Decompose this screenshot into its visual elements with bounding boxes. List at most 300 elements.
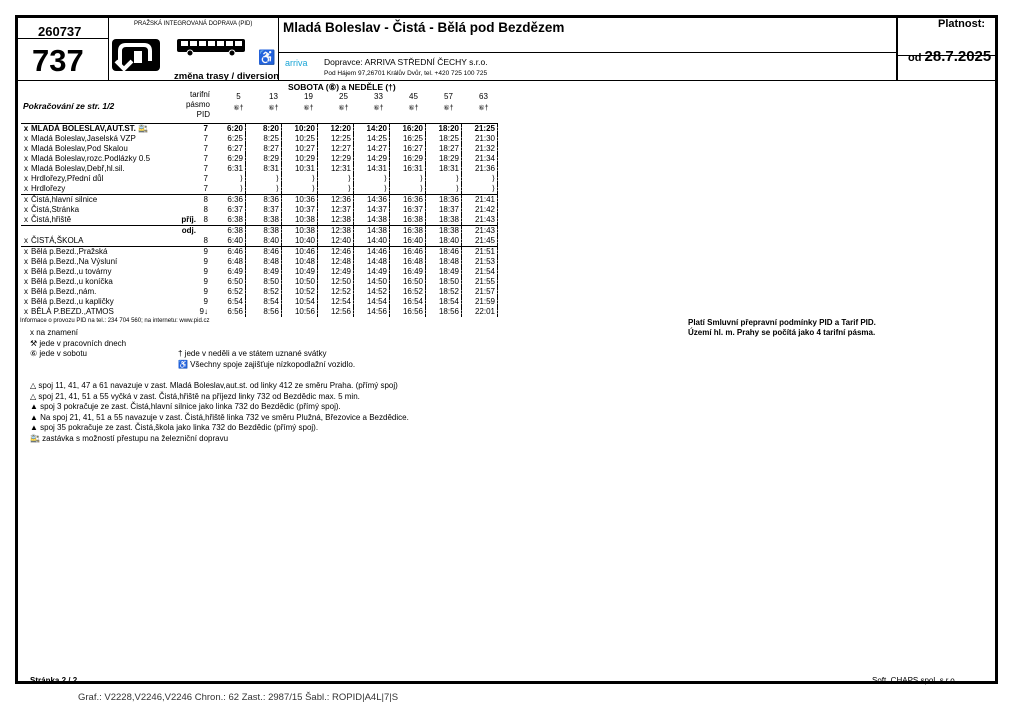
departure-time: 16:50 bbox=[390, 277, 426, 287]
note-item: ▲ spoj 35 pokračuje ze zast. Čistá,škola jako linka 732 do Bezdědic (přímý spoj). bbox=[30, 423, 319, 432]
departure-time: 18:38 bbox=[426, 215, 462, 226]
departure-time: 8:38 bbox=[246, 215, 282, 226]
arr-dep-mark bbox=[174, 124, 196, 135]
tariff-note-2: Území hl. m. Prahy se počítá jako 4 tarifní pásma. bbox=[688, 328, 876, 337]
trip-symbol: ⑥† bbox=[268, 105, 279, 112]
stop-name: Hrdlořezy bbox=[31, 184, 66, 193]
departure-time: 14:36 bbox=[354, 195, 390, 206]
departure-time: 22:01 bbox=[462, 307, 498, 317]
departure-time: 14:37 bbox=[354, 205, 390, 215]
departure-time: 18:54 bbox=[426, 297, 462, 307]
days-header: SOBOTA (⑥) a NEDĚLE (†) bbox=[288, 82, 396, 92]
arr-dep-mark bbox=[174, 236, 196, 247]
departure-time: 10:25 bbox=[282, 134, 318, 144]
departure-time: 6:49 bbox=[210, 267, 246, 277]
trip-symbol: ⑥† bbox=[478, 105, 489, 112]
line-code: 260737 bbox=[38, 24, 82, 39]
arr-dep-mark bbox=[174, 195, 196, 206]
table-row bbox=[21, 226, 498, 237]
departure-time: 6:52 bbox=[210, 287, 246, 297]
request-stop-mark: x bbox=[24, 205, 28, 214]
departure-time: ⟩ bbox=[318, 184, 354, 195]
request-stop-mark: x bbox=[21, 195, 31, 206]
departure-time: 16:37 bbox=[390, 205, 426, 215]
stop-name: Bělá p.Bezd.,u kapličky bbox=[31, 297, 114, 306]
arr-dep-mark: odj. bbox=[174, 226, 196, 237]
departure-time: 12:20 bbox=[318, 124, 354, 135]
stop-name: ČISTÁ,ŠKOLA bbox=[31, 236, 84, 245]
stop-name: Čistá,hřiště bbox=[31, 215, 72, 224]
departure-time: 21:36 bbox=[462, 164, 498, 174]
table-row bbox=[21, 134, 498, 144]
table-row bbox=[21, 184, 498, 195]
departure-time: ⟩ bbox=[246, 184, 282, 195]
departure-time: 18:36 bbox=[426, 195, 462, 206]
departure-time: 8:48 bbox=[246, 257, 282, 267]
stop-name: Bělá p.Bezd.,nám. bbox=[31, 287, 97, 296]
departure-time: 14:46 bbox=[354, 247, 390, 258]
arr-dep-mark: příj. bbox=[181, 215, 196, 224]
departure-time: 14:31 bbox=[354, 164, 390, 174]
departure-time: 16:27 bbox=[390, 144, 426, 154]
arr-dep-mark bbox=[174, 257, 196, 267]
departure-time: 8:31 bbox=[246, 164, 282, 174]
tariff-zone: 7 bbox=[196, 124, 210, 135]
notes bbox=[30, 381, 409, 444]
stop-name: Hrdlořezy,Přední důl bbox=[31, 174, 104, 183]
departure-time: 18:52 bbox=[426, 287, 462, 297]
departure-time: 8:29 bbox=[246, 154, 282, 164]
stop-name: Čistá,hlavní silnice bbox=[31, 195, 174, 206]
departure-time: 6:54 bbox=[210, 297, 246, 307]
departure-time: 14:52 bbox=[354, 287, 390, 297]
departure-time: 16:56 bbox=[390, 307, 426, 317]
legend-item: x na znamení bbox=[30, 328, 79, 337]
table-row bbox=[21, 307, 498, 317]
arr-dep-mark bbox=[174, 297, 196, 307]
departure-time: 21:55 bbox=[462, 277, 498, 287]
departure-time: 18:49 bbox=[426, 267, 462, 277]
departure-time: 21:45 bbox=[462, 236, 498, 247]
departure-time: 10:56 bbox=[282, 307, 318, 317]
note-item: △ spoj 21, 41, 51 a 55 vyčká v zast. Čistá,hřiště na příjezd linky 732 od Bezdědic max. 5 min. bbox=[30, 391, 360, 401]
departure-time: 10:38 bbox=[282, 215, 318, 226]
tariff-zone: 8 bbox=[203, 205, 208, 214]
departure-time: 8:52 bbox=[246, 287, 282, 297]
departure-time: 12:37 bbox=[318, 205, 354, 215]
validity-date-value: 28.7.2025 bbox=[924, 48, 992, 65]
departure-time: 14:38 bbox=[354, 215, 390, 226]
zone-header-3: PID bbox=[196, 110, 210, 119]
departure-time: 21:32 bbox=[462, 144, 498, 154]
continuation-label: Pokračování ze str. 1/2 bbox=[23, 101, 115, 111]
departure-time: 8:20 bbox=[246, 124, 282, 135]
departure-time: 16:36 bbox=[390, 195, 426, 206]
tariff-zone bbox=[196, 226, 210, 237]
departure-time: 21:54 bbox=[462, 267, 498, 277]
departure-time: 21:43 bbox=[462, 226, 498, 237]
trip-symbol: ⑥† bbox=[338, 105, 349, 112]
carrier-address: Pod Hájem 97,26701 Králův Dvůr, tel. +420 725 100 725 bbox=[324, 70, 488, 77]
departure-time: 21:30 bbox=[462, 134, 498, 144]
table-row bbox=[21, 247, 498, 258]
departure-time: 12:52 bbox=[318, 287, 354, 297]
departure-time: 16:46 bbox=[390, 247, 426, 258]
departure-time: 16:49 bbox=[390, 267, 426, 277]
request-stop-mark: x bbox=[24, 164, 28, 173]
departure-time: 10:20 bbox=[282, 124, 318, 135]
trip-symbol: ⑥† bbox=[233, 105, 244, 112]
table-row bbox=[21, 287, 498, 297]
departure-time: ⟩ bbox=[354, 174, 390, 184]
stop-name bbox=[31, 226, 174, 237]
stop-name: BĚLÁ P.BEZD.,ATMOS bbox=[31, 307, 114, 316]
departure-time: 18:25 bbox=[426, 134, 462, 144]
line-number: 737 bbox=[32, 43, 84, 78]
arr-dep-mark bbox=[174, 205, 196, 215]
departure-time: 6:27 bbox=[210, 144, 246, 154]
table-row bbox=[21, 124, 498, 135]
departure-time: ⟩ bbox=[354, 184, 390, 195]
departure-time: 16:40 bbox=[390, 236, 426, 247]
departure-time: 16:29 bbox=[390, 154, 426, 164]
departure-time: 12:48 bbox=[318, 257, 354, 267]
departure-time: 12:40 bbox=[318, 236, 354, 247]
departure-time: ⟩ bbox=[426, 184, 462, 195]
request-stop-mark: x bbox=[24, 134, 28, 143]
departure-time: 12:56 bbox=[318, 307, 354, 317]
departure-time: 12:54 bbox=[318, 297, 354, 307]
diversion-logo-icon bbox=[112, 39, 160, 71]
departure-time: 10:54 bbox=[282, 297, 318, 307]
departure-time: 16:52 bbox=[390, 287, 426, 297]
departure-time: ⟩ bbox=[462, 184, 498, 195]
tariff-zone: 9 bbox=[203, 287, 208, 296]
departure-time: 18:50 bbox=[426, 277, 462, 287]
trip-symbol: ⑥† bbox=[373, 105, 384, 112]
departure-time: 8:40 bbox=[246, 236, 282, 247]
stop-name: Čistá,Stránka bbox=[31, 205, 80, 214]
timetable-frame bbox=[15, 15, 998, 684]
departure-time: 6:46 bbox=[210, 247, 246, 258]
arr-dep-mark bbox=[174, 164, 196, 174]
arr-dep-mark bbox=[174, 174, 196, 184]
departure-time: 16:38 bbox=[390, 226, 426, 237]
departure-time: 10:36 bbox=[282, 195, 318, 206]
request-stop-mark bbox=[21, 226, 31, 237]
note-item: △ spoj 11, 41, 47 a 61 navazuje v zast. Mladá Boleslav,aut.st. od linky 412 ze směru Praha. (přímý spoj) bbox=[30, 381, 398, 390]
trip-number: 45 bbox=[409, 92, 418, 101]
departure-time: 10:49 bbox=[282, 267, 318, 277]
arr-dep-mark bbox=[174, 134, 196, 144]
departure-time: 10:48 bbox=[282, 257, 318, 267]
table-row bbox=[21, 297, 498, 307]
request-stop-mark: x bbox=[24, 236, 28, 245]
arr-dep-mark bbox=[174, 154, 196, 164]
legend-item: ⑥ jede v sobotu bbox=[30, 349, 87, 358]
departure-time: 14:40 bbox=[354, 236, 390, 247]
footer: Graf.: V2228,V2246,V2246 Chron.: 62 Zast.: 2987/15 Šabl.: ROPID|A4L|7|S bbox=[78, 692, 399, 703]
request-stop-mark: x bbox=[24, 215, 28, 224]
departure-time: ⟩ bbox=[282, 174, 318, 184]
request-stop-mark: x bbox=[24, 297, 28, 306]
departure-time: 18:29 bbox=[426, 154, 462, 164]
departure-time: 16:54 bbox=[390, 297, 426, 307]
departure-time: 8:38 bbox=[246, 226, 282, 237]
stop-name: Mladá Boleslav,rozc.Podlázky 0.5 bbox=[31, 154, 151, 163]
departure-time: 18:37 bbox=[426, 205, 462, 215]
validity-date bbox=[908, 48, 991, 65]
tariff-zone: 9 bbox=[203, 297, 208, 306]
departure-time: 18:27 bbox=[426, 144, 462, 154]
departure-time: 14:48 bbox=[354, 257, 390, 267]
route-title: Mladá Boleslav - Čistá - Bělá pod Bezdězem bbox=[283, 20, 565, 35]
arr-dep-mark bbox=[174, 144, 196, 154]
trip-symbol: ⑥† bbox=[408, 105, 419, 112]
stop-name: Mladá Boleslav,Pod Skalou bbox=[31, 144, 128, 153]
trip-symbol: ⑥† bbox=[303, 105, 314, 112]
trip-number: 33 bbox=[374, 92, 383, 101]
departure-time: 12:36 bbox=[318, 195, 354, 206]
departure-time: 21:59 bbox=[462, 297, 498, 307]
departure-time: 10:50 bbox=[282, 277, 318, 287]
request-stop-mark: x bbox=[24, 154, 28, 163]
departure-time: 8:27 bbox=[246, 144, 282, 154]
trip-number: 5 bbox=[236, 92, 241, 101]
departure-time: 18:56 bbox=[426, 307, 462, 317]
departure-time: 10:40 bbox=[282, 236, 318, 247]
tariff-note-1: Platí Smluvní přepravní podmínky PID a Tarif PID. bbox=[688, 318, 876, 327]
departure-time: 18:20 bbox=[426, 124, 462, 135]
zone-header-1: tarifní bbox=[189, 90, 210, 99]
departure-time: 8:36 bbox=[246, 195, 282, 206]
departure-time: ⟩ bbox=[210, 184, 246, 195]
departure-time: 12:38 bbox=[318, 226, 354, 237]
departure-time: 21:42 bbox=[462, 205, 498, 215]
departure-time: 21:53 bbox=[462, 257, 498, 267]
request-stop-mark: x bbox=[24, 277, 28, 286]
trip-number: 63 bbox=[479, 92, 488, 101]
arr-dep-mark bbox=[174, 307, 196, 317]
pid-label: PRAŽSKÁ INTEGROVANÁ DOPRAVA (PID) bbox=[134, 21, 253, 27]
departure-time: ⟩ bbox=[426, 174, 462, 184]
departure-time: 10:31 bbox=[282, 164, 318, 174]
departure-time: 8:46 bbox=[246, 247, 282, 258]
departure-time: 8:56 bbox=[246, 307, 282, 317]
departure-time: 10:52 bbox=[282, 287, 318, 297]
validity-label: Platnost: bbox=[938, 18, 986, 30]
departure-time: 10:29 bbox=[282, 154, 318, 164]
departure-time: 21:41 bbox=[462, 195, 498, 206]
arr-dep-mark bbox=[174, 267, 196, 277]
carrier-name: Dopravce: ARRIVA STŘEDNÍ ČECHY s.r.o. bbox=[324, 57, 488, 67]
departure-time: 14:56 bbox=[354, 307, 390, 317]
validity-prefix: od bbox=[908, 52, 922, 64]
departure-time: ⟩ bbox=[462, 174, 498, 184]
request-stop-mark: x bbox=[24, 174, 28, 183]
departure-time: 10:37 bbox=[282, 205, 318, 215]
departure-time: 18:38 bbox=[426, 226, 462, 237]
trip-number: 19 bbox=[304, 92, 313, 101]
departure-time: 14:49 bbox=[354, 267, 390, 277]
zone-header-2: pásmo bbox=[185, 100, 210, 109]
departure-time: 16:38 bbox=[390, 215, 426, 226]
departure-time: 12:49 bbox=[318, 267, 354, 277]
departure-time: 14:38 bbox=[354, 226, 390, 237]
departure-time: 21:25 bbox=[462, 124, 498, 135]
tariff-zone: 8 bbox=[203, 215, 208, 224]
departure-time: 6:20 bbox=[210, 124, 246, 135]
departure-time: 8:50 bbox=[246, 277, 282, 287]
tariff-zone: 8 bbox=[203, 236, 208, 245]
departure-time: 6:31 bbox=[210, 164, 246, 174]
departure-time: 16:25 bbox=[390, 134, 426, 144]
stop-name: Mladá Boleslav,Debř,hl.sil. bbox=[31, 164, 125, 173]
table-row bbox=[21, 257, 498, 267]
tariff-zone: 7 bbox=[203, 144, 208, 153]
departure-time: 6:29 bbox=[210, 154, 246, 164]
tariff-note bbox=[688, 318, 876, 338]
departure-time: 10:27 bbox=[282, 144, 318, 154]
arr-dep-mark bbox=[174, 247, 196, 258]
wheelchair-icon: ♿ bbox=[258, 49, 276, 65]
departure-time: 14:54 bbox=[354, 297, 390, 307]
tariff-zone: 9 bbox=[196, 247, 210, 258]
request-stop-mark: x bbox=[24, 144, 28, 153]
zone-header bbox=[168, 90, 210, 120]
departure-time: 12:25 bbox=[318, 134, 354, 144]
departure-time: 16:48 bbox=[390, 257, 426, 267]
request-stop-mark: x bbox=[24, 307, 28, 316]
tariff-zone: 9 bbox=[203, 277, 208, 286]
departure-time: ⟩ bbox=[246, 174, 282, 184]
table-row bbox=[21, 215, 498, 226]
request-stop-mark: x bbox=[24, 184, 28, 193]
arr-dep-mark bbox=[174, 184, 196, 195]
arr-dep-mark bbox=[174, 287, 196, 297]
departure-time: 21:43 bbox=[462, 215, 498, 226]
departure-time: 8:25 bbox=[246, 134, 282, 144]
page-number: Stránka 2 / 2 bbox=[30, 676, 78, 685]
table-row bbox=[21, 144, 498, 154]
departure-time: 14:27 bbox=[354, 144, 390, 154]
trip-number: 57 bbox=[444, 92, 453, 101]
tariff-zone: 7 bbox=[203, 164, 208, 173]
table-row bbox=[21, 205, 498, 215]
legend-item: † jede v neděli a ve státem uznané svátky bbox=[178, 349, 327, 358]
request-stop-mark: x bbox=[21, 247, 31, 258]
tariff-zone: 9 bbox=[203, 267, 208, 276]
software-credit: Soft. CHAPS spol. s r.o. bbox=[872, 676, 957, 685]
stop-name: Bělá p.Bezd.,u koníčka bbox=[31, 277, 113, 286]
departure-time: 6:38 bbox=[210, 226, 246, 237]
legend bbox=[30, 328, 126, 360]
stop-name: Bělá p.Bezd.,Na Výsluní bbox=[31, 257, 118, 266]
departure-time: 21:57 bbox=[462, 287, 498, 297]
departure-time: 18:31 bbox=[426, 164, 462, 174]
tariff-zone: 7 bbox=[203, 134, 208, 143]
departure-time: ⟩ bbox=[210, 174, 246, 184]
table-row bbox=[21, 174, 498, 184]
departure-time: 18:40 bbox=[426, 236, 462, 247]
departure-time: 6:38 bbox=[210, 215, 246, 226]
legend-item: ⚒ jede v pracovních dnech bbox=[30, 338, 127, 348]
trip-number: 13 bbox=[269, 92, 278, 101]
legend-item: ♿ Všechny spoje zajišťuje nízkopodlažní vozidlo. bbox=[178, 359, 356, 369]
tariff-zone: 7 bbox=[203, 184, 208, 193]
departure-time: 12:46 bbox=[318, 247, 354, 258]
departure-time: 12:50 bbox=[318, 277, 354, 287]
request-stop-mark: x bbox=[24, 287, 28, 296]
departure-time: 10:46 bbox=[282, 247, 318, 258]
departure-time: 21:34 bbox=[462, 154, 498, 164]
departure-time: 16:20 bbox=[390, 124, 426, 135]
tariff-zone: 7 bbox=[203, 154, 208, 163]
departure-time: 10:38 bbox=[282, 226, 318, 237]
departure-time: 6:36 bbox=[210, 195, 246, 206]
departure-time: 14:20 bbox=[354, 124, 390, 135]
arr-dep-mark bbox=[174, 277, 196, 287]
stop-name: Bělá p.Bezd.,Pražská bbox=[31, 247, 174, 258]
departure-time: 6:50 bbox=[210, 277, 246, 287]
bus-icon bbox=[176, 38, 246, 61]
info-line: Informace o provozu PID na tel.: 234 704 560; na internetu: www.pid.cz bbox=[20, 318, 210, 324]
stop-name: Bělá p.Bezd.,u továrny bbox=[31, 267, 112, 276]
carrier-logo: arriva bbox=[285, 58, 308, 68]
departure-time: 14:25 bbox=[354, 134, 390, 144]
departure-time: ⟩ bbox=[282, 184, 318, 195]
departure-time: 12:31 bbox=[318, 164, 354, 174]
departure-time: 14:29 bbox=[354, 154, 390, 164]
request-stop-mark: x bbox=[24, 267, 28, 276]
note-item: 🚉 zastávka s možností přestupu na železniční dopravu bbox=[30, 433, 229, 443]
departure-time: 6:40 bbox=[210, 236, 246, 247]
trip-number: 25 bbox=[339, 92, 348, 101]
departure-time: 18:48 bbox=[426, 257, 462, 267]
legend-2 bbox=[178, 349, 355, 370]
departure-time: ⟩ bbox=[318, 174, 354, 184]
table-row bbox=[21, 277, 498, 287]
departure-time: 21:51 bbox=[462, 247, 498, 258]
table-row bbox=[21, 164, 498, 174]
tariff-zone: 9 bbox=[203, 257, 208, 266]
departure-time: 18:46 bbox=[426, 247, 462, 258]
departure-time: 12:27 bbox=[318, 144, 354, 154]
departure-time: 6:56 bbox=[210, 307, 246, 317]
table-row bbox=[21, 154, 498, 164]
diversion-label: změna trasy / diversion bbox=[174, 71, 280, 82]
departure-time: 12:29 bbox=[318, 154, 354, 164]
stop-name: Mladá Boleslav,Jaselská VZP bbox=[31, 134, 136, 143]
departure-time: 8:37 bbox=[246, 205, 282, 215]
note-item: ▲ spoj 3 pokračuje ze zast. Čistá,hlavní silnice jako linka 732 do Bezdědic (přímý spoj). bbox=[30, 402, 341, 411]
departure-time: 6:37 bbox=[210, 205, 246, 215]
request-stop-mark: x bbox=[21, 124, 31, 135]
table-row bbox=[21, 195, 498, 206]
tariff-zone: 7 bbox=[203, 174, 208, 183]
tariff-zone: 8 bbox=[196, 195, 210, 206]
departure-time: 6:25 bbox=[210, 134, 246, 144]
table-row bbox=[21, 236, 498, 247]
trip-symbol: ⑥† bbox=[443, 105, 454, 112]
departure-time: 8:49 bbox=[246, 267, 282, 277]
timetable bbox=[21, 123, 498, 317]
departure-time: 8:54 bbox=[246, 297, 282, 307]
departure-time: 16:31 bbox=[390, 164, 426, 174]
stop-name: MLADÁ BOLESLAV,AUT.ST. 🚉 bbox=[31, 124, 174, 135]
note-item: ▲ Na spoj 21, 41, 51 a 55 navazuje v zast. Čistá,hřiště linka 732 ve směru Plužná, Březovice a Bezdědice. bbox=[30, 412, 409, 422]
departure-time: 12:38 bbox=[318, 215, 354, 226]
